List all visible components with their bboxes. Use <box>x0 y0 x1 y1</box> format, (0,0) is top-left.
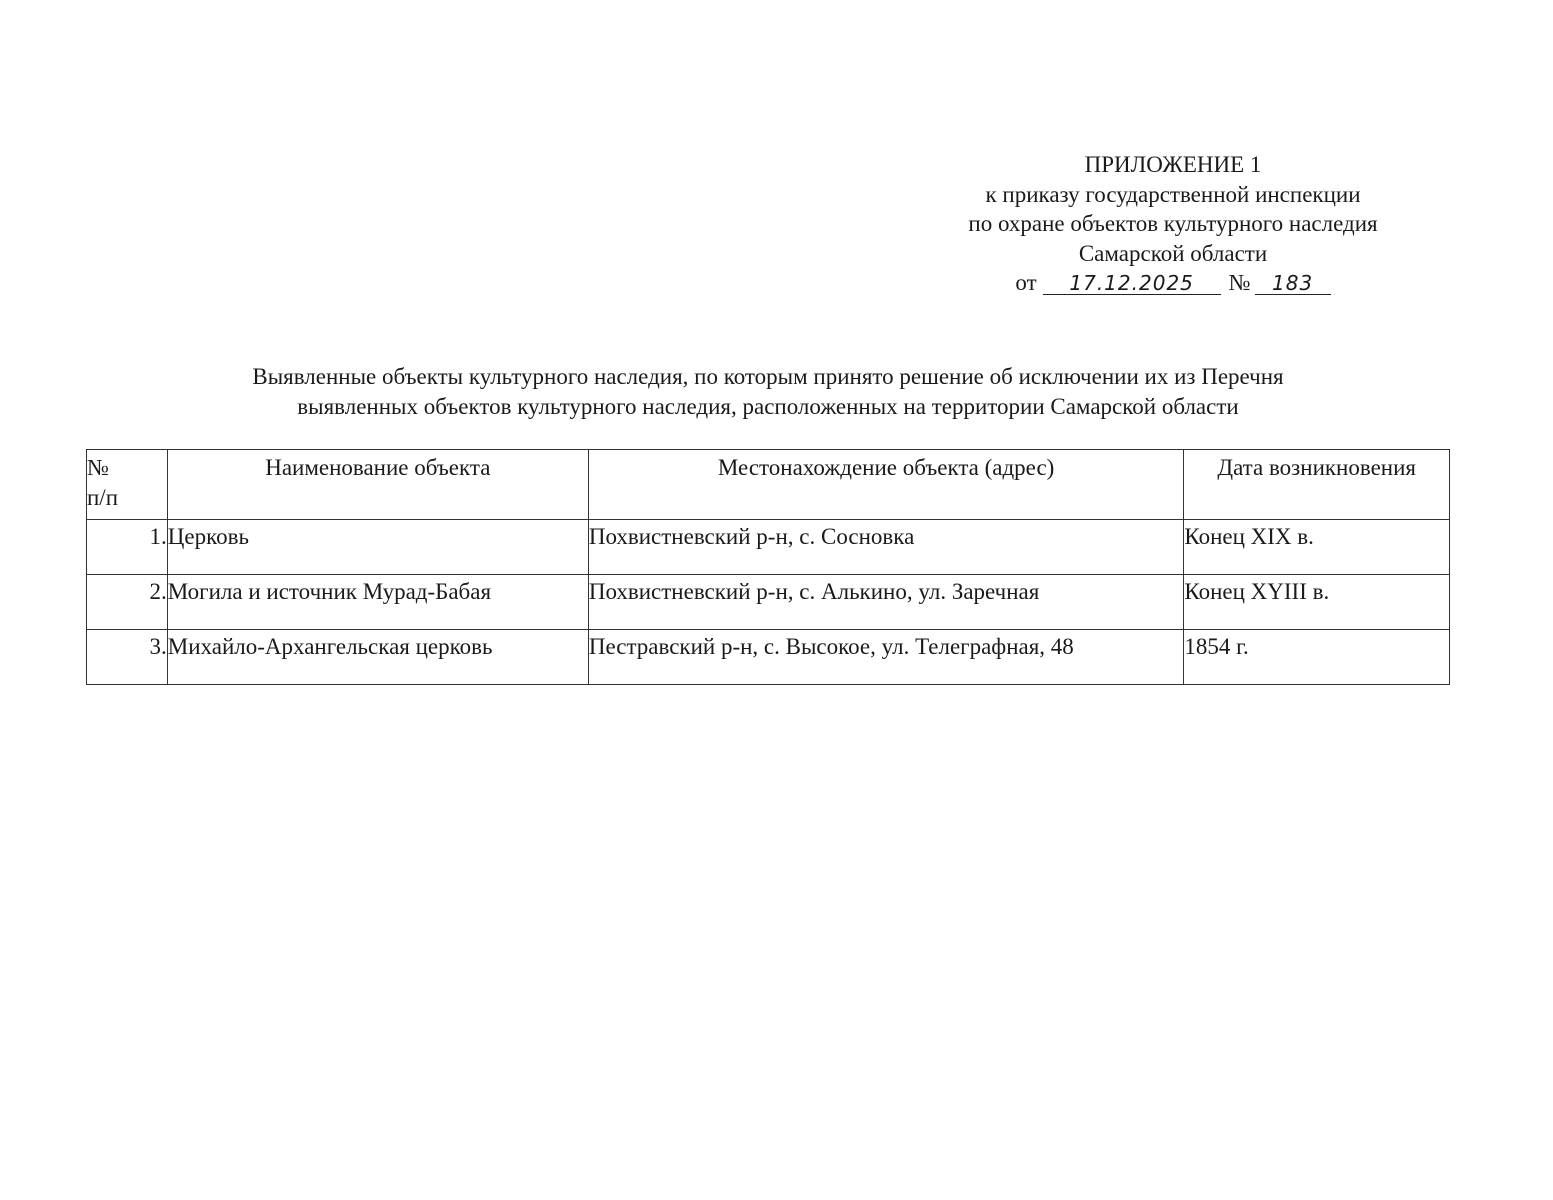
row-num: 1. <box>87 520 168 575</box>
row-date: 1854 г. <box>1184 630 1450 685</box>
row-num: 2. <box>87 575 168 630</box>
row-address: Похвистневский р-н, с. Сосновка <box>588 520 1184 575</box>
header-address: Местонахождение объекта (адрес) <box>588 450 1184 520</box>
table-row <box>87 520 1450 575</box>
header-num-line-2: п/п <box>87 485 119 510</box>
number-prefix: № <box>1228 270 1251 295</box>
table-header-row <box>87 450 1450 520</box>
appendix-block <box>920 150 1426 298</box>
appendix-line-2: по охране объектов культурного наследия <box>968 211 1378 236</box>
header-num <box>87 450 168 520</box>
document-heading <box>100 362 1436 422</box>
handwritten-date: 17.12.2025 <box>1043 272 1221 295</box>
objects-table <box>86 449 1450 685</box>
header-name: Наименование объекта <box>167 450 588 520</box>
row-address: Похвистневский р-н, с. Алькино, ул. Заречная <box>588 575 1184 630</box>
appendix-line-3: Самарской области <box>1078 240 1268 266</box>
row-name: Могила и источник Мурад-Бабая <box>167 575 588 630</box>
row-date: Конец XYIII в. <box>1184 575 1450 630</box>
table-row <box>87 630 1450 685</box>
order-date-number-line <box>920 268 1426 298</box>
heading-line-2: выявленных объектов культурного наследия, расположенных на территории Самарской области <box>297 394 1239 419</box>
header-date: Дата возникновения <box>1184 450 1450 520</box>
table-row <box>87 575 1450 630</box>
row-name: Михайло-Архангельская церковь <box>167 630 588 685</box>
appendix-line-1: к приказу государственной инспекции <box>985 181 1361 207</box>
appendix-title: ПРИЛОЖЕНИЕ 1 <box>1084 152 1262 177</box>
row-address: Пестравский р-н, с. Высокое, ул. Телеграфная, 48 <box>588 630 1184 685</box>
handwritten-number: 183 <box>1255 272 1331 295</box>
header-num-line-1: № <box>87 455 109 480</box>
row-name: Церковь <box>167 520 588 575</box>
row-num: 3. <box>87 630 168 685</box>
heading-line-1: Выявленные объекты культурного наследия, по которым принято решение об исключении их из Перечня <box>252 364 1284 389</box>
date-prefix: от <box>1015 270 1037 295</box>
row-date: Конец XIX в. <box>1184 520 1450 575</box>
